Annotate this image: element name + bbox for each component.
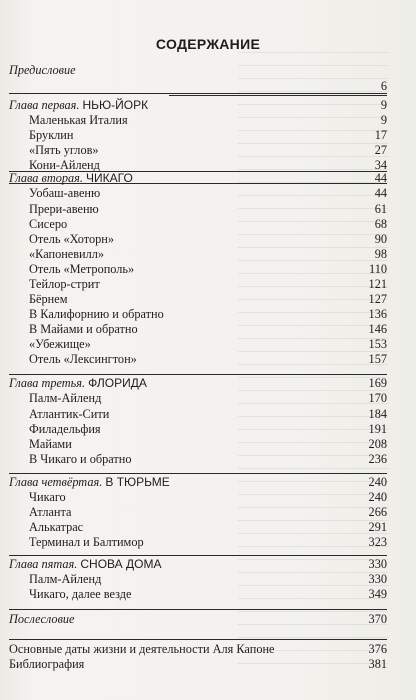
toc-page-number: 330 [368, 557, 387, 571]
toc-entry-dates: Основные даты жизни и деятельности Аля Капоне 376 [9, 642, 387, 656]
toc-page-number: 44 [374, 171, 387, 185]
toc-section: «Пять углов» 27 [29, 143, 387, 157]
toc-label: Глава вторая. ЧИКАГО [9, 171, 133, 185]
toc-section: Маленькая Италия 9 [29, 113, 387, 127]
toc-label: Глава первая. НЬЮ-ЙОРК [9, 98, 149, 112]
toc-section: Сисеро 68 [29, 217, 387, 231]
toc-section: Отель «Метрополь» 110 [29, 262, 387, 276]
toc-section: Тейлор-стрит 121 [29, 277, 387, 291]
toc-chapter-1 [0, 97, 416, 113]
toc-page-number: 9 [380, 98, 387, 112]
divider [9, 555, 387, 556]
toc-section: Атлантик-Сити 184 [29, 407, 387, 421]
divider [9, 171, 387, 172]
toc-section: «Убежище» 153 [29, 337, 387, 351]
toc-section: Филадельфия 191 [29, 422, 387, 436]
toc-chapter-3 [0, 375, 416, 391]
toc-chapter-4 [0, 474, 416, 490]
toc-chapter-5 [0, 556, 416, 572]
toc-section: «Капоневилл» 98 [29, 247, 387, 261]
toc-page-number: 6 [380, 79, 387, 93]
divider [9, 473, 387, 474]
toc-label: Глава пятая. СНОВА ДОМА [9, 557, 162, 571]
toc-section: Отель «Хоторн» 90 [29, 232, 387, 246]
toc-section: Атланта 266 [29, 505, 387, 519]
toc-label: Предисловие [9, 63, 76, 77]
toc-section: Уобаш-авеню 44 [29, 186, 387, 200]
divider [9, 639, 387, 640]
divider [9, 93, 387, 94]
toc-entry-preface [0, 62, 416, 93]
toc-section: Чикаго 240 [29, 490, 387, 504]
toc-section: Бёрнем 127 [29, 292, 387, 306]
divider [9, 609, 387, 610]
divider [169, 95, 387, 96]
toc-section: Отель «Лексингтон» 157 [29, 352, 387, 366]
toc-page-number: 169 [368, 376, 387, 390]
toc-section: В Калифорнию и обратно 136 [29, 307, 387, 321]
toc-section: Терминал и Балтимор 323 [29, 535, 387, 549]
toc-section: Бруклин 17 [29, 128, 387, 142]
toc-page-number: 240 [368, 475, 387, 489]
toc-section: Кони-Айленд 34 [29, 158, 387, 172]
toc-section: Чикаго, далее везде 349 [29, 587, 387, 601]
toc-section: Алькатрас 291 [29, 520, 387, 534]
toc-chapter-2 [0, 170, 416, 186]
page-title: СОДЕРЖАНИЕ [155, 36, 261, 52]
toc-section: В Майами и обратно 146 [29, 322, 387, 336]
divider [9, 374, 387, 375]
toc-section: Палм-Айленд 170 [29, 391, 387, 405]
toc-entry-bibliography: Библиография 381 [9, 657, 387, 671]
toc-section: Прери-авеню 61 [29, 202, 387, 216]
toc-label: Глава третья. ФЛОРИДА [9, 376, 147, 390]
toc-section: Майами 208 [29, 437, 387, 451]
toc-label: Глава четвёртая. В ТЮРЬМЕ [9, 475, 170, 489]
toc-section: Палм-Айленд 330 [29, 572, 387, 586]
toc-section: В Чикаго и обратно 236 [29, 452, 387, 466]
toc-entry-afterword: Послесловие 370 [9, 612, 387, 626]
